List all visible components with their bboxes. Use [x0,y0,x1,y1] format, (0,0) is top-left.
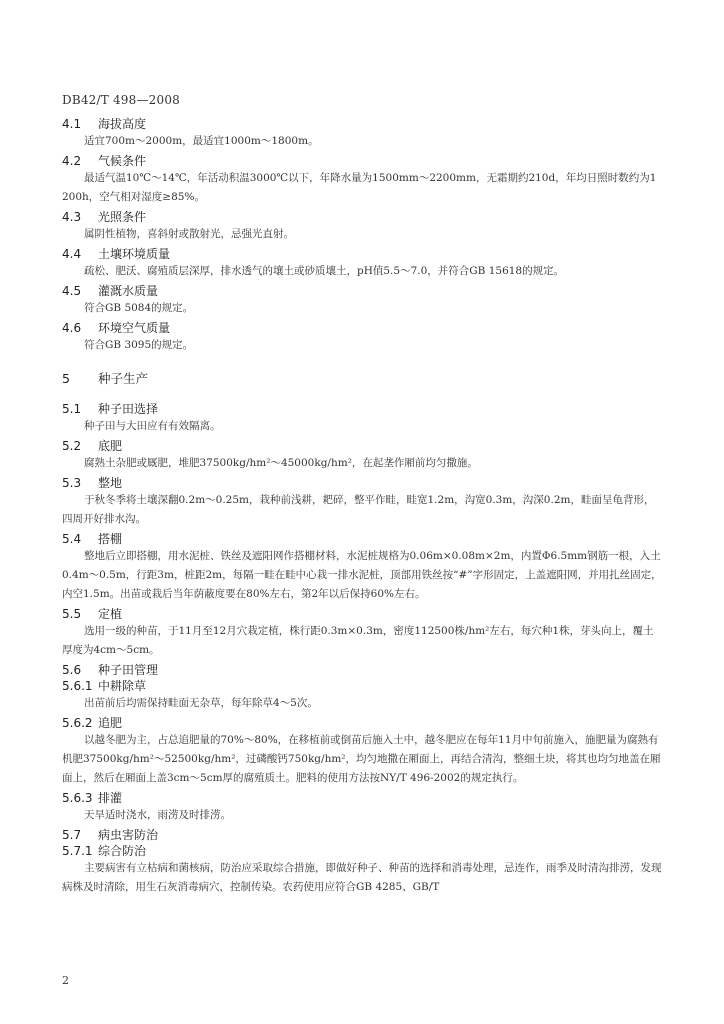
subsection-heading: 5.6.1 中耕除草 [62,679,147,693]
section-heading: 5.6 种子田管理 [62,663,159,677]
section-heading: 5.1 种子田选择 [62,402,159,416]
section-heading: 4.2 气候条件 [62,154,147,168]
section-text: 属阴性植物，喜斜射或散射光，忌强光直射。 [84,228,294,240]
section-text: 于秋冬季将土壤深翻0.2m～0.25m，栽种前浅耕，耙碎，整平作畦，畦宽1.2m，沟宽0.3m，沟深0.2m，畦面呈龟背形，四周开好排水沟。 [62,494,655,525]
section-text: 以越冬肥为主，占总追肥量的70%～80%，在移植前或倒苗后施入土中，越冬肥应在每年11月中旬前施入，施肥量为腐熟有机肥37500kg/hm²～52500kg/hm²，过磷酸钙750kg/hm²，均匀地撒在厢面上，再结合清沟，整细土块，将其也均匀地盖在厢面上，然后在厢面上盖3cm～5cm厚的腐殖质土。肥料的使用方法按NY/T 496-2002的规定执行。 [62,734,661,784]
section-heading: 5.4 搭棚 [62,532,123,546]
section-text: 最适气温10℃～14℃，年活动积温3000℃以下，年降水量为1500mm～2200mm，无霜期约210d，年均日照时数约为1200h，空气相对湿度≥85%。 [62,172,657,203]
section-text: 出苗前后均需保持畦面无杂草，每年除草4～5次。 [84,697,318,709]
subsection-heading: 5.6.2 追肥 [62,716,123,730]
chapter-heading: 5 种子生产 [62,371,149,386]
section-text: 选用一级的种苗，于11月至12月穴栽定植，株行距0.3m×0.3m，密度112500株/hm²左右，每穴种1株，芽头向上，覆土厚度为4cm～5cm。 [62,625,654,656]
section-text: 符合GB 5084的规定。 [84,302,194,314]
section-heading: 5.2 底肥 [62,439,123,453]
section-heading: 4.3 光照条件 [62,210,147,224]
section-text: 疏松、肥沃、腐殖质层深厚，排水透气的壤土或砂质壤土，pH值5.5～7.0，并符合GB 15618的规定。 [84,265,565,277]
section-heading: 4.5 灌溉水质量 [62,284,159,298]
section-heading: 5.5 定植 [62,607,123,621]
section-heading: 5.7 病虫害防治 [62,828,159,842]
section-heading: 4.1 海拔高度 [62,117,147,131]
document-body [62,116,662,899]
section-text: 整地后立即搭棚，用水泥桩、铁丝及遮阳网作搭棚材料，水泥桩规格为0.06m×0.08m×2m，内置Φ6.5mm钢筋一根，入土0.4m～0.5m，行距3m，桩距2m，每隔一畦在畦中心栽一排水泥桩，顶部用铁丝按“#”字形固定，上盖遮阳网，并用扎丝固定，内空1.5m。出苗或栽后当年荫蔽度要在80%左右，第2年以后保持60%左右。 [62,550,662,600]
section-text: 符合GB 3095的规定。 [84,339,194,351]
section-heading: 4.6 环境空气质量 [62,321,171,335]
section-heading: 5.3 整地 [62,476,123,490]
page-number: 2 [62,974,69,987]
section-text: 主要病害有立枯病和菌核病，防治应采取综合措施，即做好种子、种苗的选择和消毒处理，忌连作，雨季及时清沟排涝，发现病株及时清除，用生石灰消毒病穴，控制传染。农药使用应符合GB 4285、GB/T [62,862,662,893]
section-text: 种子田与大田应有有效隔离。 [84,420,221,432]
section-text: 腐熟土杂肥或厩肥，堆肥37500kg/hm²～45000kg/hm²，在起垄作厢前均匀撒施。 [84,457,478,469]
section-text: 天旱适时浇水，雨涝及时排涝。 [84,809,231,821]
section-heading: 4.4 土壤环境质量 [62,247,171,261]
section-text: 适宜700m～2000m，最适宜1000m～1800m。 [84,135,319,147]
subsection-heading: 5.6.3 排灌 [62,791,123,805]
subsection-heading: 5.7.1 综合防治 [62,844,147,858]
standard-code: DB42/T 498—2008 [62,93,181,107]
